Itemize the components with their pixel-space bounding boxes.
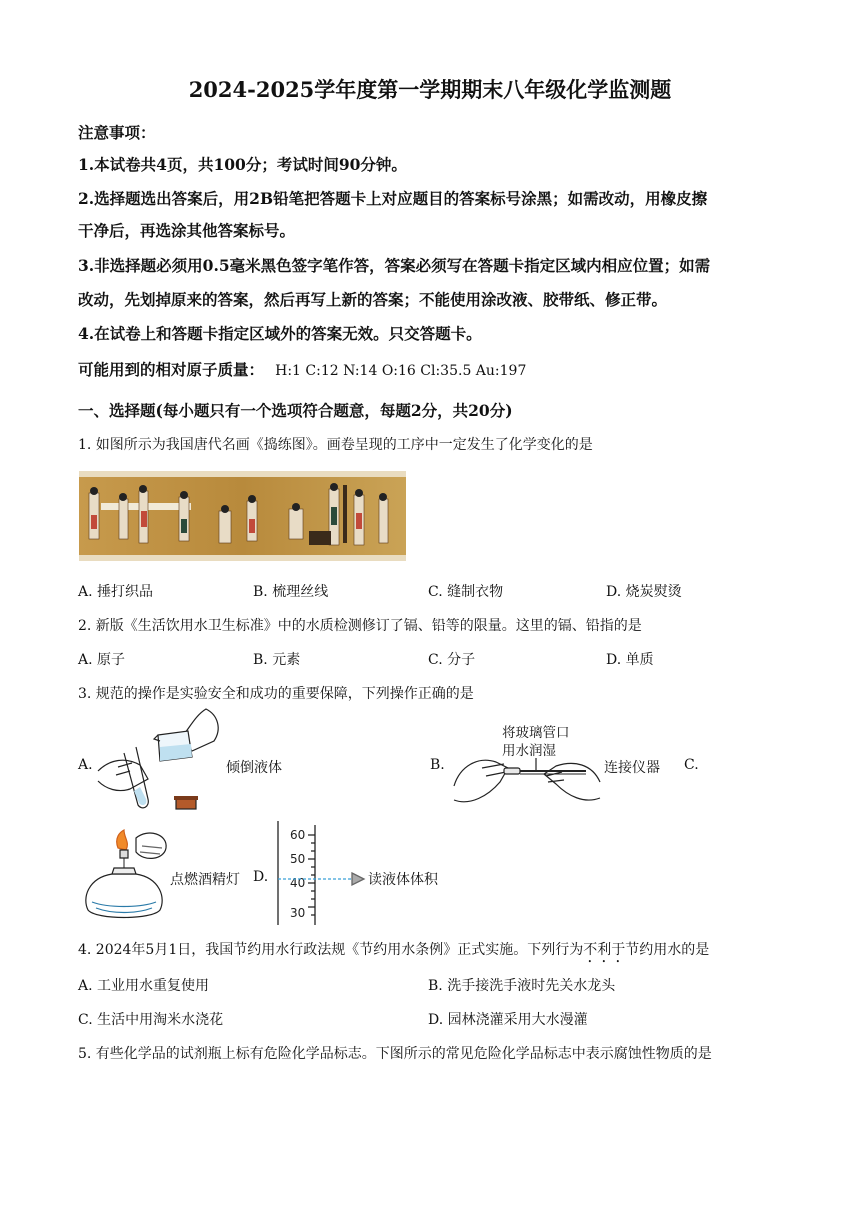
cylinder-tick-30: 30	[290, 906, 306, 920]
exam-title: 2024-2025学年度第一学期期末八年级化学监测题	[188, 77, 672, 102]
notes-heading: 注意事项：	[78, 123, 156, 142]
q4-option-c: C. 生活中用淘米水浇花	[78, 1012, 224, 1028]
q1-option-d: D. 烧炭熨烫	[606, 584, 682, 600]
q2-option-b: B. 元素	[253, 652, 301, 668]
q2-stem: 2. 新版《生活饮用水卫生标准》中的水质检测修订了镉、铅等的限量。这里的镉、铅指的是	[78, 618, 642, 634]
q2-option-c: C. 分子	[428, 652, 476, 668]
q4-option-b: B. 洗手接洗手液时先关水龙头	[428, 978, 616, 994]
note-1: 1.本试卷共4页，共100分；考试时间90分钟。	[78, 155, 407, 174]
q4-option-a: A. 工业用水重复使用	[78, 978, 210, 994]
q3-option-b-caption: 连接仪器	[604, 760, 660, 776]
q3-option-d-caption: 读液体体积	[368, 872, 438, 888]
note-2a: 2.选择题选出答案后，用2B铅笔把答题卡上对应题目的答案标号涂黑；如需改动，用橡皮擦	[78, 189, 708, 208]
q3-b-note-2: 用水润湿	[502, 743, 556, 759]
q1-stem: 1. 如图所示为我国唐代名画《捣练图》。画卷呈现的工序中一定发生了化学变化的是	[78, 437, 593, 453]
note-3a: 3.非选择题必须用0.5毫米黑色签字笔作答，答案必须写在答题卡指定区域内相应位置；如需	[78, 256, 711, 275]
q3-option-b-letter: B.	[430, 757, 445, 773]
connect-tube-illustration	[452, 752, 602, 810]
note-4: 4.在试卷上和答题卡指定区域外的答案无效。只交答题卡。	[78, 324, 482, 343]
q1-option-c: C. 缝制衣物	[428, 584, 504, 600]
q3-b-note-1: 将玻璃管口	[502, 725, 570, 741]
atomic-mass-label: 可能用到的相对原子质量：	[78, 360, 265, 379]
cylinder-tick-40: 40	[290, 876, 306, 890]
q4-stem-emphasis: 不利于	[583, 942, 626, 958]
q5-stem: 5. 有些化学品的试剂瓶上标有危险化学品标志。下图所示的常见危险化学品标志中表示腐蚀性物质的是	[78, 1046, 712, 1062]
note-2b: 干净后，再选涂其他答案标号。	[78, 221, 296, 240]
q3-option-a-letter: A.	[78, 757, 93, 773]
cylinder-tick-60: 60	[290, 828, 306, 842]
painting-image	[79, 471, 406, 561]
q4-stem-pre: 4. 2024年5月1日，我国节约用水行政法规《节约用水条例》正式实施。下列行为	[78, 942, 584, 958]
q3-option-a-caption: 倾倒液体	[226, 760, 282, 776]
atomic-mass-values: H:1 C:12 N:14 O:16 Cl:35.5 Au:197	[275, 363, 527, 379]
note-3b: 改动，先划掉原来的答案，然后再写上新的答案；不能使用涂改液、胶带纸、修正带。	[78, 290, 668, 309]
q2-option-a: A. 原子	[78, 652, 126, 668]
alcohol-lamp-illustration	[78, 828, 170, 922]
q3-option-c-letter: C.	[684, 757, 699, 773]
q1-option-a: A. 捶打织品	[78, 584, 154, 600]
q2-option-d: D. 单质	[606, 652, 654, 668]
q4-option-d: D. 园林浇灌采用大水漫灌	[428, 1012, 588, 1028]
q3-option-c-caption: 点燃酒精灯	[170, 872, 240, 888]
atomic-mass-line	[78, 358, 526, 380]
pour-liquid-illustration	[96, 707, 226, 817]
q3-stem: 3. 规范的操作是实验安全和成功的重要保障，下列操作正确的是	[78, 686, 474, 702]
q3-option-d-letter: D.	[253, 869, 269, 885]
q4-stem-post: 节约用水的是	[625, 942, 710, 958]
section-choice-heading: 一、选择题(每小题只有一个选项符合题意，每题2分，共20分)	[78, 401, 513, 420]
cylinder-tick-50: 50	[290, 852, 306, 866]
q1-option-b: B. 梳理丝线	[253, 584, 329, 600]
q4-stem	[78, 939, 709, 966]
